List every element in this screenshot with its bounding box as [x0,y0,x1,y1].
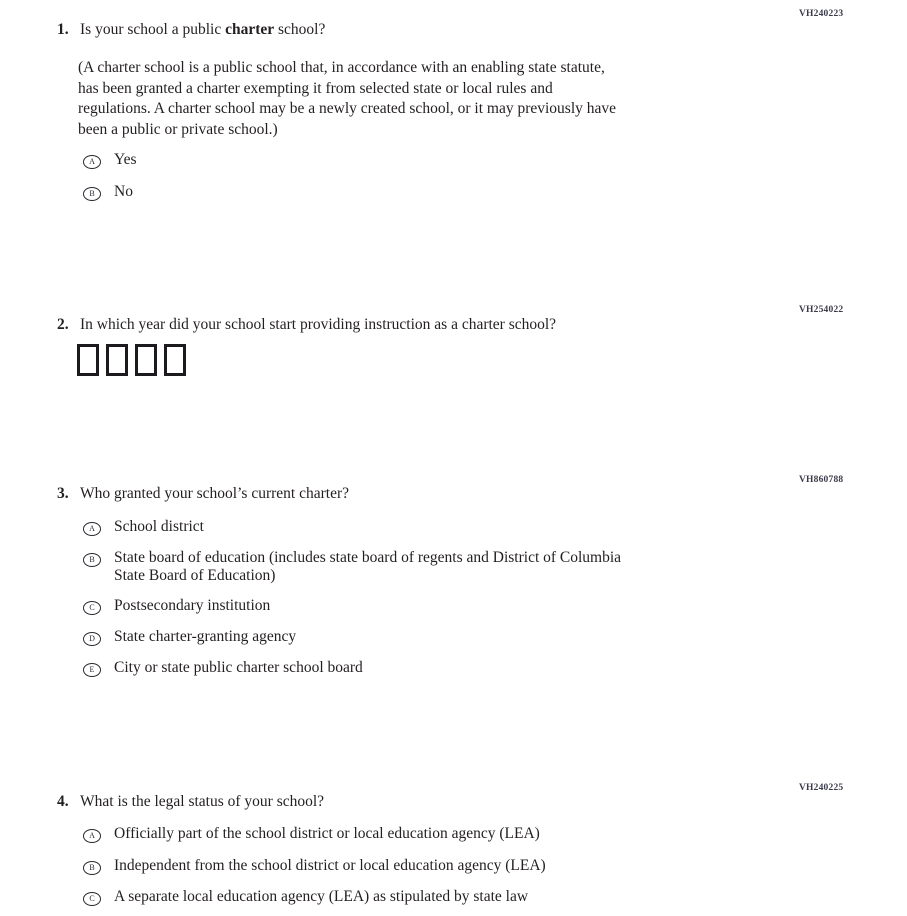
q4-option-b-bubble[interactable]: B [83,861,101,875]
year-digit-box-1[interactable] [77,344,99,376]
q3-option-e-bubble[interactable]: E [83,663,101,677]
q1-option-b [83,183,133,201]
question-1-number: 1. [57,21,69,38]
year-digit-box-3[interactable] [135,344,157,376]
note-line: regulations. A charter school may be a newly created school, or it may previously have [78,100,617,117]
note-line: has been granted a charter exempting it from selected state or local rules and [78,79,553,97]
question-1-note [78,58,616,140]
q4-option-a [83,825,540,843]
q3-option-b-bubble[interactable]: B [83,553,101,567]
year-digit-box-2[interactable] [106,344,128,376]
q3-option-e [83,659,363,677]
q1-option-a-bubble[interactable]: A [83,155,101,169]
question-2-header [57,314,556,335]
q4-option-c-bubble[interactable]: C [83,892,101,906]
question-3-number: 3. [57,485,69,502]
question-1-code: VH240223 [799,9,844,19]
q3-option-d-bubble[interactable]: D [83,632,101,646]
q1-option-b-bubble[interactable]: B [83,187,101,201]
question-3-code: VH860788 [799,475,844,485]
q3-option-c [83,597,270,615]
q3-option-b [83,549,621,584]
question-4-code: VH240225 [799,783,844,793]
q4-option-a-label: Officially part of the school district or local education agency (LEA) [114,825,540,842]
q3-option-c-label: Postsecondary institution [114,597,271,614]
question-4-number: 4. [57,793,69,810]
q3-option-d-label: State charter-granting agency [114,628,297,645]
note-line: been a public or private school.) [78,120,278,138]
q4-option-b-label: Independent from the school district or local education agency (LEA) [114,857,546,874]
q4-option-c-label: A separate local education agency (LEA) as stipulated by state law [114,888,529,905]
question-3-text: Who granted your school’s current charter? [80,485,349,502]
note-line: (A charter school is a public school that, in accordance with an enabling state statute, [78,59,605,76]
q1-option-b-label: No [114,183,133,200]
q3-option-a [83,518,204,536]
q1-option-a [83,151,137,169]
question-1-header [57,19,325,40]
year-entry-boxes [77,344,186,376]
year-digit-box-4[interactable] [164,344,186,376]
q3-option-a-label: School district [114,518,204,535]
q1-option-a-label: Yes [114,151,137,168]
q4-option-b [83,857,546,875]
q3-option-a-bubble[interactable]: A [83,522,101,536]
q4-option-a-bubble[interactable]: A [83,829,101,843]
q3-option-c-bubble[interactable]: C [83,601,101,615]
q4-option-c [83,888,528,906]
q3-option-b-label: State board of education (includes state board of regents and District of Columbia State Board of Education) [114,549,622,584]
q3-option-e-label: City or state public charter school board [114,659,363,676]
question-1-text: Is your school a public charter school? [80,21,326,38]
question-2-code: VH254022 [799,305,844,315]
question-2-number: 2. [57,316,69,333]
question-2-text: In which year did your school start providing instruction as a charter school? [80,316,557,333]
question-3-header [57,483,349,504]
q3-option-d [83,628,296,646]
question-4-text: What is the legal status of your school? [80,793,325,810]
question-4-header [57,791,324,812]
